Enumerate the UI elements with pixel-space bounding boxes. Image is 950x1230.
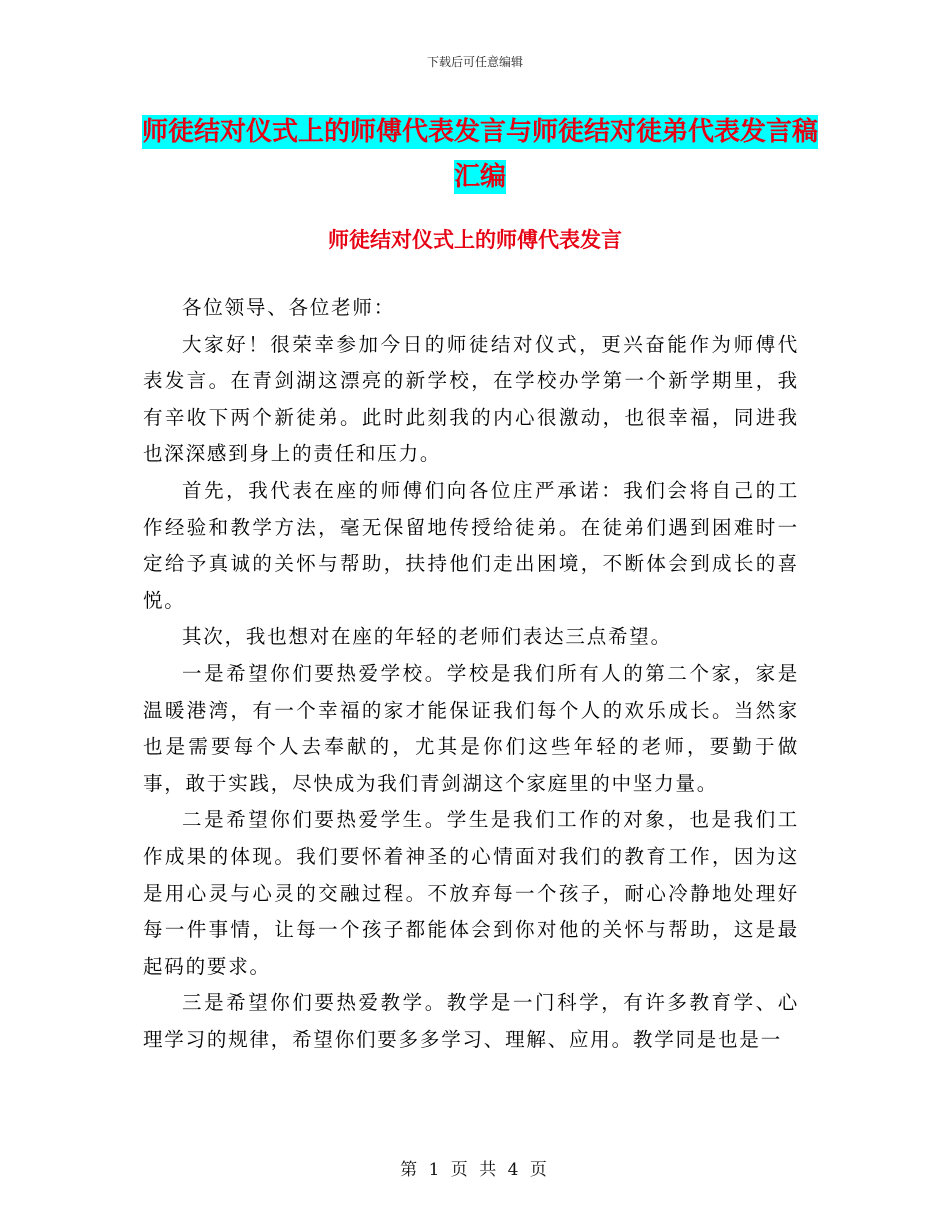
paragraph: 首先，我代表在座的师傅们向各位庄严承诺：我们会将自己的工作经验和教学方法，毫无保留地传授给徒弟。在徒弟们遇到困难时一定给予真诚的关怀与帮助，扶持他们走出困境，不断体会到成长的喜悦。 — [143, 478, 799, 612]
document-body — [143, 290, 799, 1058]
paragraph: 各位领导、各位老师： — [182, 296, 396, 319]
paragraph: 一是希望你们要热爱学校。学校是我们所有人的第二个家，家是温暖港湾，有一个幸福的家才能保证我们每个人的欢乐成长。当然家也是需要每个人去奉献的，尤其是你们这些年轻的老师，要勤于做事，敢于实践，尽快成为我们青剑湖这个家庭里的中坚力量。 — [143, 661, 799, 795]
paragraph: 二是希望你们要热爱学生。学生是我们工作的对象，也是我们工作成果的体现。我们要怀着神圣的心情面对我们的教育工作，因为这是用心灵与心灵的交融过程。不放弃每一个孩子，耐心冷静地处理好每一件事情，让每一个孩子都能体会到你对他的关怀与帮助，这是最起码的要求。 — [143, 808, 799, 978]
paragraph: 三是希望你们要热爱教学。教学是一门科学，有许多教育学、心理学习的规律，希望你们要多多学习、理解、应用。教学同是也是一 — [143, 991, 799, 1051]
document-title — [140, 110, 820, 200]
paragraph: 大家好！很荣幸参加今日的师徒结对仪式，更兴奋能作为师傅代表发言。在青剑湖这漂亮的新学校，在学校办学第一个新学期里，我有辛收下两个新徒弟。此时此刻我的内心很激动，也很幸福，同进我也深深感到身上的责任和压力。 — [143, 332, 799, 466]
page-footer: 第 1 页 共 4 页 — [400, 1160, 550, 1180]
header-note: 下载后可任意编辑 — [426, 55, 523, 69]
section-title: 师徒结对仪式上的师傅代表发言 — [328, 228, 622, 252]
document-title-text: 师徒结对仪式上的师傅代表发言与师徒结对徒弟代表发言稿汇编 — [141, 117, 818, 192]
paragraph: 其次，我也想对在座的年轻的老师们表达三点希望。 — [182, 625, 672, 649]
